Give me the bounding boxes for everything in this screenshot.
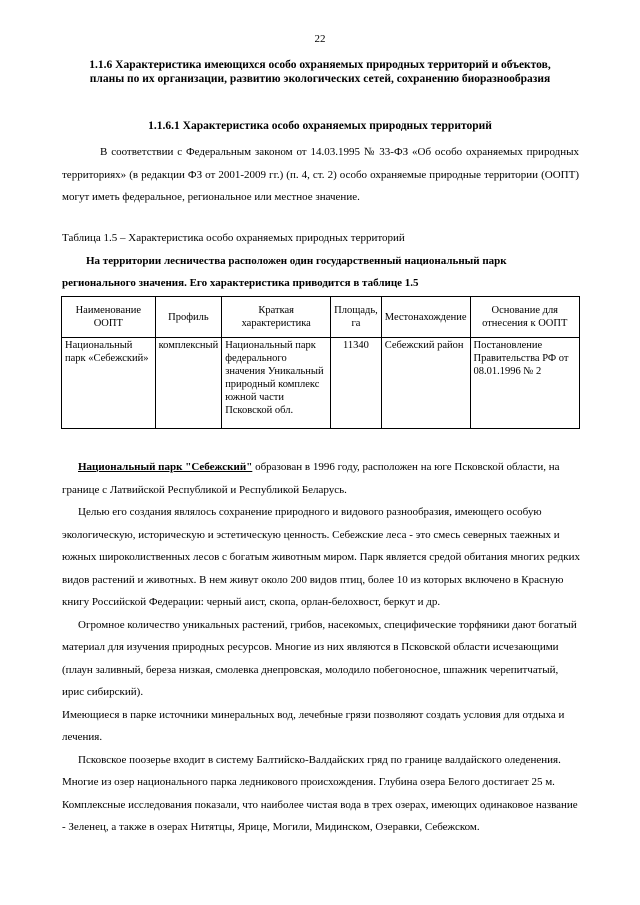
cell-description: Национальный парк федерального значения Уникальный природный комплекс южной части Псковской обл. <box>222 338 331 429</box>
table-row <box>62 338 580 429</box>
table-header-row <box>62 297 580 338</box>
header-profile: Профиль <box>155 297 222 338</box>
park-intro-text: образован в 1996 году, расположен на юге Псковской области, на границе с Латвийской Республикой и Республикой Беларусь. <box>62 461 560 496</box>
body-text <box>62 456 582 839</box>
table-intro-note: На территории лесничества расположен один государственный национальный парк регионального значения. Его характеристика приводится в таблице 1.5 <box>62 255 507 289</box>
paragraph-purpose: Целью его создания являлось сохранение природного и видового разнообразия, имеющего особую экологическую, историческую и эстетическую ценность. Себежские леса - это смесь северных таежных и южных широколиственных лесов с богатым животным миром. Парк является средой обитания многих редких видов растений и животных. В нем живут около 200 видов птиц, более 10 из которых включено в Красную книгу Российской Федерации: черный аист, скопа, орлан-белохвост, беркут и др. <box>62 506 581 608</box>
intro-paragraph: В соответствии с Федеральным законом от 14.03.1995 № 33-ФЗ «Об особо охраняемых природных территориях» (в редакции ФЗ от 2001-2009 гг.) (п. 4, ст. 2) особо охраняемые природные территории (ООПТ) могут иметь федеральное, региональное или местное значение. <box>62 146 579 203</box>
header-area: Площадь, га <box>331 297 382 338</box>
cell-location: Себежский район <box>381 338 470 429</box>
paragraph-lakes: Псковское поозерье входит в систему Балтийско-Валдайских гряд по границе валдайского оледенения. Многие из озер национального парка ледникового происхождения. Глубина озера Белого достигает 25 м. Комплексные исследования показали, что наиболее чистая вода в трех озерах, имеющих одинаковое название - Зеленец, а также в озерах Нитятцы, Ярице, Могили, Мидинском, Озеравки, Себежском. <box>62 753 578 833</box>
park-name: Национальный парк "Себежский" <box>78 461 253 473</box>
section-heading: 1.1.6 Характеристика имеющихся особо охраняемых природных территорий и объектов, планы по их организации, развитию экологических сетей, сохранению биоразнообразия <box>89 59 551 85</box>
cell-basis: Постановление Правительства РФ от 08.01.1996 № 2 <box>470 338 579 429</box>
cell-area: 11340 <box>331 338 382 429</box>
header-basis: Основание для отнесения к ООПТ <box>470 297 579 338</box>
header-location: Местонахождение <box>381 297 470 338</box>
paragraph-park-intro <box>62 456 582 501</box>
subsection-heading: 1.1.6.1 Характеристика особо охраняемых природных территорий <box>148 120 492 132</box>
table-caption: Таблица 1.5 – Характеристика особо охраняемых природных территорий <box>62 232 405 244</box>
header-description: Краткая характеристика <box>222 297 331 338</box>
paragraph-mineral-waters: Имеющиеся в парке источники минеральных вод, лечебные грязи позволяют создать условия для отдыха и лечения. <box>62 708 565 743</box>
cell-name: Национальный парк «Себежский» <box>62 338 156 429</box>
cell-profile: комплексный <box>155 338 222 429</box>
header-name: Наименование ООПТ <box>62 297 156 338</box>
page-number: 22 <box>314 33 326 45</box>
protected-areas-table <box>61 296 580 429</box>
paragraph-flora: Огромное количество уникальных растений, грибов, насекомых, специфические торфяники дают богатый материал для изучения природных ресурсов. Многие из них являются в Псковской области исчезающими (плаун заливный, береза низкая, смолевка днепровская, молодило побегоносное, шпажник черепитчатый, ирис сибирский). <box>62 618 577 698</box>
